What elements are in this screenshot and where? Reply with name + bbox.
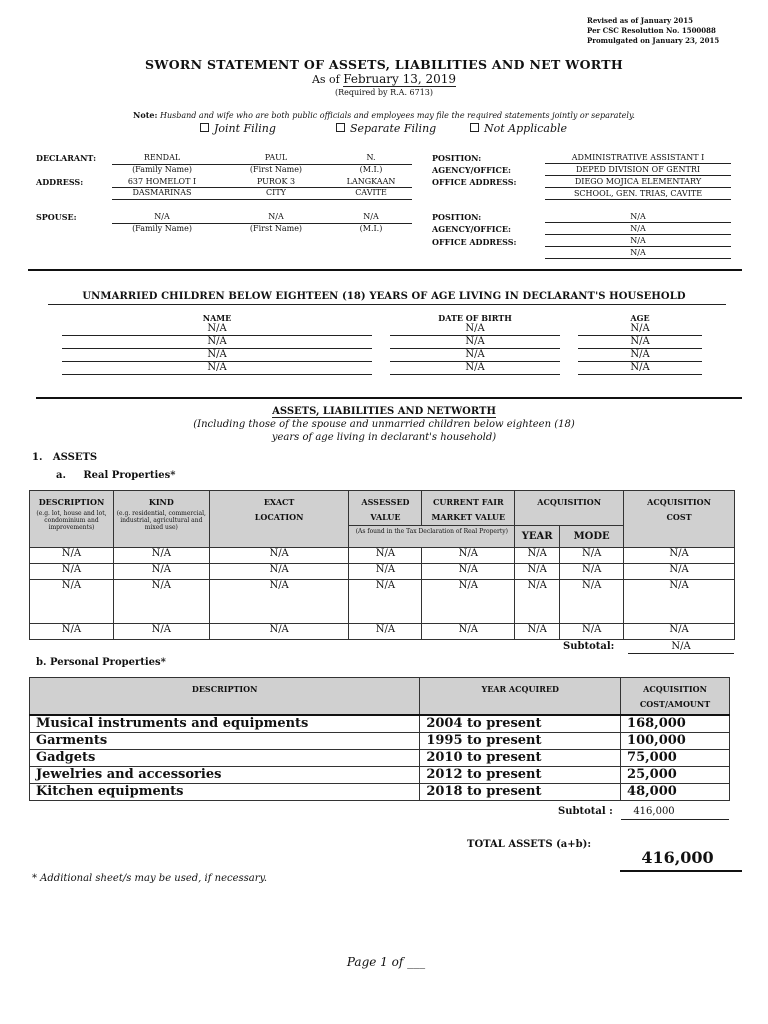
spouse-label: SPOUSE:: [36, 212, 77, 222]
rp-header-fair2: MARKET VALUE: [431, 512, 506, 522]
table-cell: 25,000: [621, 766, 730, 783]
declarant-mi: N.: [366, 153, 376, 162]
aln-title-text: ASSETS, LIABILITIES AND NETWORTH: [272, 406, 496, 417]
table-cell: N/A: [515, 564, 560, 580]
personal-properties-table: [29, 677, 730, 801]
children-cell: N/A: [630, 336, 650, 347]
table-cell: N/A: [422, 548, 515, 564]
page-number: Page 1 of ___: [346, 955, 426, 969]
office-address-label: OFFICE ADDRESS:: [432, 177, 517, 187]
pp-subtotal-label: Subtotal :: [558, 806, 613, 817]
aln-subtitle: (Including those of the spouse and unmarried children below eighteen (18): [193, 419, 575, 430]
revision-note: [587, 16, 719, 46]
total-assets-label: TOTAL ASSETS (a+b):: [467, 839, 592, 850]
table-cell: N/A: [349, 548, 422, 564]
children-cell: N/A: [465, 336, 485, 347]
children-header-age: AGE: [630, 313, 650, 323]
table-cell: N/A: [515, 580, 560, 624]
spouse-agency: N/A: [630, 224, 646, 233]
aln-title: [0, 406, 768, 417]
revision-line: Revised as of January 2015: [587, 16, 693, 25]
joint-filing-option[interactable]: [200, 122, 276, 135]
declarant-family-name: RENDAL: [143, 153, 181, 162]
rp-header-mode: MODE: [560, 526, 624, 548]
rp-header-acquisition-cost: [624, 491, 735, 548]
table-cell: 2004 to present: [420, 715, 621, 733]
table-cell: N/A: [422, 580, 515, 624]
children-underline: [62, 374, 372, 375]
separate-filing-option[interactable]: [336, 122, 436, 135]
rp-header-tax-note: (As found in the Tax Declaration of Real Property): [349, 526, 515, 548]
table-cell: N/A: [113, 564, 209, 580]
as-of-prefix: As of: [311, 73, 340, 86]
table-cell: N/A: [209, 564, 349, 580]
children-cell: N/A: [465, 362, 485, 373]
table-row: [30, 715, 730, 733]
table-cell: N/A: [30, 580, 114, 624]
agency-label: AGENCY/OFFICE:: [432, 165, 511, 175]
filing-option-label: Joint Filing: [214, 122, 276, 135]
note: [0, 110, 768, 120]
pp-header-description: DESCRIPTION: [30, 678, 420, 715]
total-assets-value: 416,000: [641, 848, 714, 867]
table-cell: 48,000: [621, 783, 730, 800]
table-cell: 100,000: [621, 732, 730, 749]
spouse-position: N/A: [630, 212, 646, 221]
table-cell: Musical instruments and equipments: [30, 715, 420, 733]
rp-header-description-label: DESCRIPTION: [38, 497, 105, 507]
rp-body: [30, 548, 735, 640]
assets-heading: 1. ASSETS: [32, 452, 98, 463]
children-header-dob: DATE OF BIRTH: [438, 313, 512, 323]
table-cell: 2010 to present: [420, 749, 621, 766]
rp-header-kind-note: (e.g. residential, commercial, industrial, agricultural and mixed use): [116, 510, 206, 531]
note-text: Husband and wife who are both public officials and employees may file the required statements jointly or separately.: [159, 111, 635, 120]
table-cell: N/A: [515, 624, 560, 640]
declarant-label: DECLARANT:: [36, 153, 97, 163]
first-name-caption: (First Name): [249, 165, 303, 174]
family-name-caption: (Family Name): [132, 165, 192, 174]
table-cell: N/A: [113, 624, 209, 640]
table-row: [30, 766, 730, 783]
first-name-caption: (First Name): [249, 224, 303, 233]
pp-header-cost: [621, 678, 730, 715]
pp-header-cost2: COST/AMOUNT: [639, 699, 711, 709]
table-cell: N/A: [560, 548, 624, 564]
revision-line: Per CSC Resolution No. 1500088: [587, 26, 716, 35]
children-cell: N/A: [465, 349, 485, 360]
address-label: ADDRESS:: [36, 177, 84, 187]
table-cell: N/A: [349, 624, 422, 640]
table-cell: N/A: [30, 624, 114, 640]
revision-line: Promulgated on January 23, 2015: [587, 36, 720, 45]
checkbox-icon: [470, 123, 479, 132]
children-cell: N/A: [630, 323, 650, 334]
table-row: [30, 564, 735, 580]
children-title: UNMARRIED CHILDREN BELOW EIGHTEEN (18) YEARS OF AGE LIVING IN DECLARANT'S HOUSEHOLD: [82, 291, 686, 302]
rp-header-location: [209, 491, 349, 548]
rp-header-acq-cost2: COST: [666, 512, 692, 522]
table-cell: Gadgets: [30, 749, 420, 766]
rp-header-fair-value: [422, 491, 515, 526]
table-cell: N/A: [624, 564, 735, 580]
table-cell: N/A: [624, 580, 735, 624]
rp-header-kind: [113, 491, 209, 548]
children-cell: N/A: [207, 349, 227, 360]
position-label: POSITION:: [432, 153, 482, 163]
table-cell: Garments: [30, 732, 420, 749]
table-cell: 2018 to present: [420, 783, 621, 800]
spouse-first-name: N/A: [268, 212, 284, 221]
declarant-office-address: DIEGO MOJICA ELEMENTARY: [574, 177, 702, 186]
rp-header-acq-cost1: ACQUISITION: [647, 497, 711, 507]
spouse-office-address: N/A: [630, 236, 646, 245]
table-cell: N/A: [349, 564, 422, 580]
declarant-position: ADMINISTRATIVE ASSISTANT I: [571, 153, 705, 162]
rp-subtotal-value: N/A: [671, 641, 691, 652]
rp-header-description: [30, 491, 114, 548]
real-properties-heading: a. Real Properties*: [56, 470, 176, 481]
checkbox-icon: [336, 123, 345, 132]
table-row: [30, 548, 735, 564]
children-underline: [578, 374, 702, 375]
rp-header-assessed: [349, 491, 422, 526]
spouse-position-label: POSITION:: [432, 212, 482, 222]
filing-option-label: Separate Filing: [350, 122, 437, 135]
address-line1: LANGKAAN: [346, 177, 396, 186]
table-cell: N/A: [560, 580, 624, 624]
table-cell: N/A: [30, 548, 114, 564]
address-line2: CITY: [266, 188, 286, 197]
rp-header-location-label: LOCATION: [254, 512, 304, 522]
address-line2: DASMARINAS: [132, 188, 192, 197]
declarant-first-name: PAUL: [264, 153, 288, 162]
table-cell: N/A: [209, 624, 349, 640]
as-of-line: [0, 72, 768, 86]
rp-header-fair1: CURRENT FAIR: [433, 497, 504, 507]
aln-subtitle: years of age living in declarant's household): [271, 432, 497, 443]
address-line1: 637 HOMELOT I: [127, 177, 197, 186]
rp-header-year: YEAR: [515, 526, 560, 548]
table-cell: N/A: [113, 580, 209, 624]
table-cell: 2012 to present: [420, 766, 621, 783]
address-line1: PUROK 3: [256, 177, 296, 186]
personal-properties-heading: b. Personal Properties*: [36, 657, 166, 668]
children-cell: N/A: [207, 323, 227, 334]
spouse-family-name: N/A: [154, 212, 170, 221]
rp-header-acquisition: [515, 491, 624, 526]
table-cell: N/A: [349, 580, 422, 624]
required-by: (Required by R.A. 6713): [334, 88, 434, 97]
table-cell: N/A: [113, 548, 209, 564]
table-cell: N/A: [30, 564, 114, 580]
rp-header-assessed-label: ASSESSED: [361, 497, 410, 507]
rp-header-exact: EXACT: [263, 497, 295, 507]
pp-body: [30, 715, 730, 801]
table-cell: Jewelries and accessories: [30, 766, 420, 783]
rp-header-description-note: (e.g. lot, house and lot, condominium and improvements): [36, 510, 107, 531]
children-cell: N/A: [465, 323, 485, 334]
children-cell: N/A: [207, 336, 227, 347]
note-label: Note:: [133, 110, 158, 120]
mi-caption: (M.I.): [359, 224, 383, 233]
table-cell: N/A: [422, 564, 515, 580]
children-header-name: NAME: [202, 313, 232, 323]
filing-option-label: Not Applicable: [484, 122, 568, 135]
spouse-office-address: N/A: [630, 248, 646, 257]
rp-header-kind-label: KIND: [148, 497, 174, 507]
table-row: [30, 732, 730, 749]
table-cell: N/A: [515, 548, 560, 564]
page-title: SWORN STATEMENT OF ASSETS, LIABILITIES AND NET WORTH: [145, 57, 623, 72]
rp-header-acquisition-label: ACQUISITION: [537, 497, 602, 507]
pp-subtotal-value: 416,000: [633, 806, 675, 817]
family-name-caption: (Family Name): [132, 224, 192, 233]
as-of-date: February 13, 2019: [343, 72, 457, 86]
table-cell: 1995 to present: [420, 732, 621, 749]
table-row: [30, 783, 730, 800]
spouse-agency-label: AGENCY/OFFICE:: [432, 224, 511, 234]
table-cell: N/A: [209, 580, 349, 624]
spouse-mi: N/A: [363, 212, 379, 221]
checkbox-icon: [200, 123, 209, 132]
spouse-office-address-label: OFFICE ADDRESS:: [432, 237, 517, 247]
table-cell: 168,000: [621, 715, 730, 733]
rp-subtotal-label: Subtotal:: [563, 641, 615, 652]
mi-caption: (M.I.): [359, 165, 383, 174]
children-cell: N/A: [207, 362, 227, 373]
table-row: [30, 749, 730, 766]
footnote: * Additional sheet/s may be used, if necessary.: [32, 873, 268, 884]
children-cell: N/A: [630, 349, 650, 360]
children-underline: [390, 374, 560, 375]
table-cell: N/A: [560, 624, 624, 640]
table-cell: N/A: [624, 624, 735, 640]
children-cell: N/A: [630, 362, 650, 373]
table-cell: N/A: [422, 624, 515, 640]
address-line2: CAVITE: [355, 188, 387, 197]
declarant-office-address: SCHOOL, GEN. TRIAS, CAVITE: [573, 189, 703, 198]
rp-header-value-label: VALUE: [370, 512, 401, 522]
table-cell: N/A: [560, 564, 624, 580]
table-cell: Kitchen equipments: [30, 783, 420, 800]
pp-header-year: YEAR ACQUIRED: [420, 678, 621, 715]
real-properties-table: [29, 490, 735, 640]
pp-header-cost1: ACQUISITION: [643, 684, 707, 694]
table-row: [30, 580, 735, 624]
table-cell: N/A: [209, 548, 349, 564]
not-applicable-option[interactable]: [470, 122, 567, 135]
declarant-agency: DEPED DIVISION OF GENTRI: [575, 165, 701, 174]
table-cell: N/A: [624, 548, 735, 564]
table-row: [30, 624, 735, 640]
table-cell: 75,000: [621, 749, 730, 766]
